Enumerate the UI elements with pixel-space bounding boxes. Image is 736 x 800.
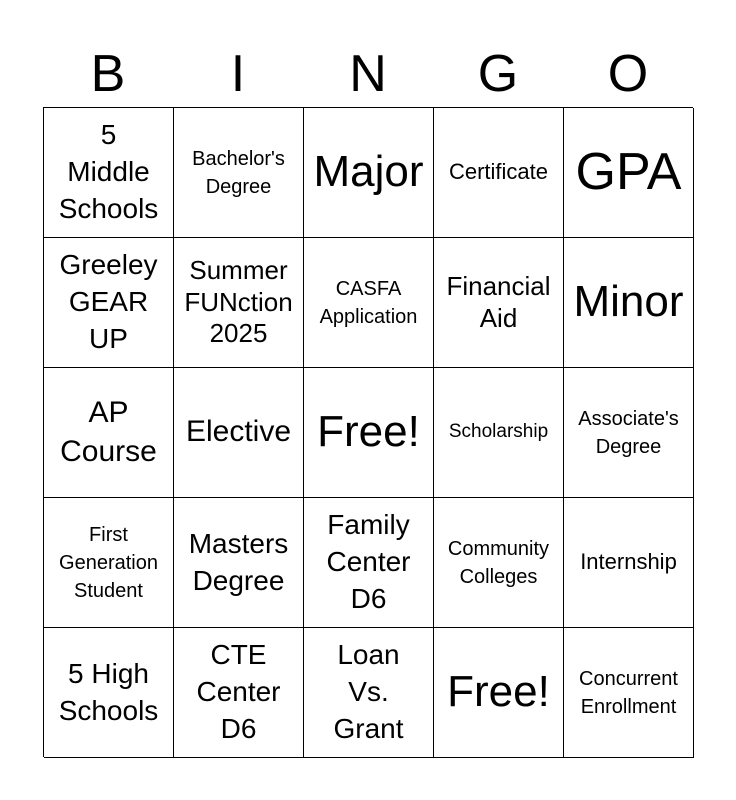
cell-label: Associate's Degree [578,407,679,458]
free-space[interactable] [434,628,564,758]
bingo-cell[interactable] [564,238,694,368]
cell-label: GPA [575,142,682,201]
cell-label: CTE Center D6 [196,639,281,744]
bingo-cell[interactable] [564,368,694,498]
cell-label: Loan Vs. Grant [333,639,404,744]
cell-label: Free! [447,667,550,717]
cell-label: Scholarship [448,421,549,443]
cell-label: AP Course [60,396,157,468]
bingo-cell[interactable] [174,368,304,498]
cell-label: Internship [580,549,677,575]
cell-label: Greeley GEAR UP [59,249,158,354]
header-letter-g: G [477,45,519,103]
cell-label: Major [313,147,424,197]
free-space[interactable] [304,368,434,498]
bingo-cell[interactable] [564,108,694,238]
cell-label: Summer FUNction 2025 [184,254,293,349]
header-letter-n: N [349,45,387,103]
bingo-cell[interactable] [434,498,564,628]
bingo-cell[interactable] [304,628,434,758]
bingo-header [43,40,693,108]
bingo-cell[interactable] [174,628,304,758]
cell-label: Free! [317,407,420,457]
bingo-cell[interactable] [44,108,174,238]
bingo-cell[interactable] [434,238,564,368]
cell-label: 5 Middle Schools [58,119,159,224]
header-letter-o: O [607,45,649,103]
bingo-cell[interactable] [174,498,304,628]
bingo-cell[interactable] [564,498,694,628]
bingo-cell[interactable] [304,238,434,368]
bingo-cell[interactable] [304,108,434,238]
bingo-cell[interactable] [44,368,174,498]
bingo-cell[interactable] [44,238,174,368]
cell-label: CASFA Application [319,277,418,328]
header-letter-b: B [90,45,126,103]
cell-label: Concurrent Enrollment [579,667,678,718]
bingo-cell[interactable] [304,498,434,628]
cell-label: Financial Aid [446,270,551,333]
bingo-cell[interactable] [564,628,694,758]
bingo-cell[interactable] [434,108,564,238]
cell-label: Elective [185,415,292,449]
cell-label: Family Center D6 [326,509,411,614]
cell-label: Bachelor's Degree [192,147,285,198]
bingo-cell[interactable] [174,238,304,368]
cell-label: 5 High Schools [58,657,159,726]
header-letter-i: I [230,45,246,103]
bingo-cell[interactable] [434,368,564,498]
cell-label: Certificate [448,159,549,185]
cell-label: Masters Degree [188,527,289,596]
bingo-cell[interactable] [44,498,174,628]
cell-label: Community Colleges [447,537,550,588]
bingo-cell[interactable] [174,108,304,238]
bingo-cell[interactable] [44,628,174,758]
cell-label: Minor [573,277,684,327]
cell-label: First Generation Student [59,523,158,602]
bingo-board [43,107,693,757]
